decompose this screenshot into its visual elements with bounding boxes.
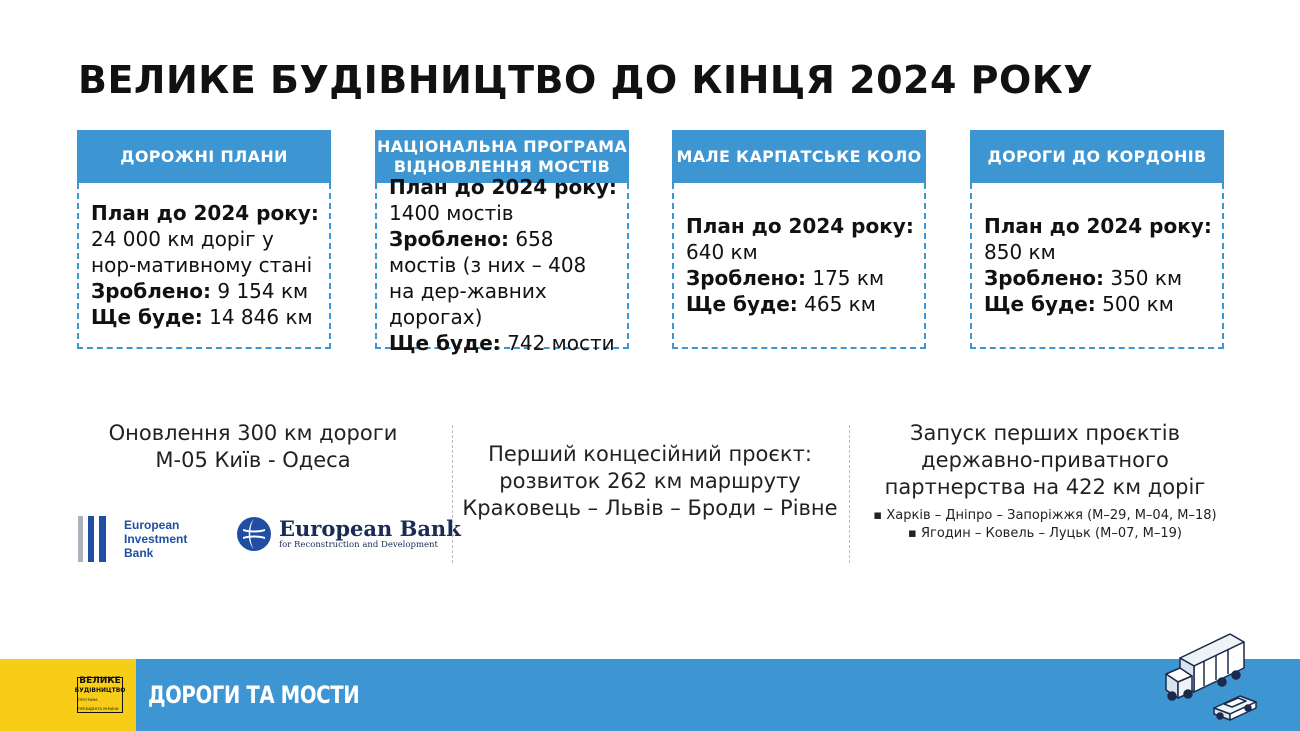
card-bridges-program [375, 130, 629, 355]
card-body [672, 183, 926, 349]
card-body [375, 175, 629, 355]
concession-line1: Перший концесійний проєкт: [488, 442, 812, 466]
done-value: 658 мостів (з них – 408 на дер-жавних дорогах) [389, 227, 587, 329]
card-body [77, 183, 331, 349]
concession-line2: розвиток 262 км маршруту [499, 469, 801, 493]
divider [849, 425, 850, 563]
concession-project [460, 441, 840, 522]
eib-line3: Bank [124, 546, 154, 560]
ebrd-name: European Bank [279, 516, 461, 541]
plan-label: План до 2024 року: [984, 214, 1212, 238]
page-title: ВЕЛИКЕ БУДІВНИЦТВО ДО КІНЦЯ 2024 РОКУ [78, 58, 1094, 102]
logo-line3: ПРОГРАМА ПРЕЗИДЕНТА УКРАЇНИ [78, 697, 119, 711]
ppp-bullet: ▪ Ягодин – Ковель – Луцьк (М–07, М–19) [908, 526, 1182, 541]
card-small-carpathian-ring [672, 130, 926, 349]
plan-value: 850 км [984, 240, 1056, 264]
plan-label: План до 2024 року: [686, 214, 914, 238]
done-label: Зроблено: [984, 266, 1104, 290]
remaining-value: 742 мости [507, 331, 615, 355]
done-value: 350 км [1110, 266, 1183, 290]
card-road-plans [77, 130, 331, 349]
card-header: НАЦІОНАЛЬНА ПРОГРАМА ВІДНОВЛЕННЯ МОСТІВ [375, 130, 629, 183]
plan-label: План до 2024 року: [91, 201, 319, 225]
remaining-label: Ще буде: [984, 292, 1096, 316]
ppp-bullet: ▪ Харків – Дніпро – Запоріжжя (М–29, М–04, М–18) [873, 508, 1217, 523]
m05-line2: М-05 Київ - Одеса [155, 448, 351, 472]
done-label: Зроблено: [91, 279, 211, 303]
remaining-label: Ще буде: [389, 331, 501, 355]
concession-line3: Краковець – Львів – Броди – Рівне [462, 496, 838, 520]
remaining-value: 500 км [1102, 292, 1174, 316]
done-value: 175 км [812, 266, 885, 290]
ebrd-logo [235, 515, 461, 553]
eib-line1: European [124, 518, 180, 532]
card-body [970, 183, 1224, 349]
remaining-label: Ще буде: [91, 305, 203, 329]
card-header: ДОРОЖНІ ПЛАНИ [77, 130, 331, 183]
ppp-line2: державно-приватного [921, 448, 1169, 472]
done-value: 9 154 км [217, 279, 309, 303]
remaining-label: Ще буде: [686, 292, 798, 316]
logo-line2: БУДІВНИЦТВО [74, 686, 126, 694]
ppp-line3: партнерства на 422 км доріг [884, 475, 1206, 499]
footer-section-label: ДОРОГИ ТА МОСТИ [148, 681, 360, 709]
card-header: МАЛЕ КАРПАТСЬКЕ КОЛО [672, 130, 926, 183]
divider [452, 425, 453, 563]
ppp-projects [860, 420, 1230, 543]
eib-mark-icon [76, 514, 116, 564]
ebrd-subtitle: for Reconstruction and Development [279, 540, 438, 550]
plan-value: 24 000 км доріг у нор-мативному стані [91, 227, 313, 277]
eib-logo [76, 514, 187, 564]
remaining-value: 14 846 км [209, 305, 313, 329]
eib-line2: Investment [124, 532, 188, 546]
card-border-roads [970, 130, 1224, 349]
m05-line1: Оновлення 300 км дороги [108, 421, 398, 445]
remaining-value: 465 км [804, 292, 876, 316]
velyke-budivnytstvo-logo [74, 675, 126, 713]
logo-line1: ВЕЛИКЕ [79, 675, 121, 686]
truck-and-car-icon [1160, 628, 1260, 724]
plan-label: План до 2024 року: [389, 175, 617, 199]
m05-project [78, 420, 428, 474]
done-label: Зроблено: [686, 266, 806, 290]
plan-value: 640 км [686, 240, 758, 264]
ppp-line1: Запуск перших проєктів [910, 421, 1180, 445]
plan-value: 1400 мостів [389, 201, 514, 225]
ebrd-globe-icon [235, 515, 273, 553]
card-header: ДОРОГИ ДО КОРДОНІВ [970, 130, 1224, 183]
done-label: Зроблено: [389, 227, 509, 251]
